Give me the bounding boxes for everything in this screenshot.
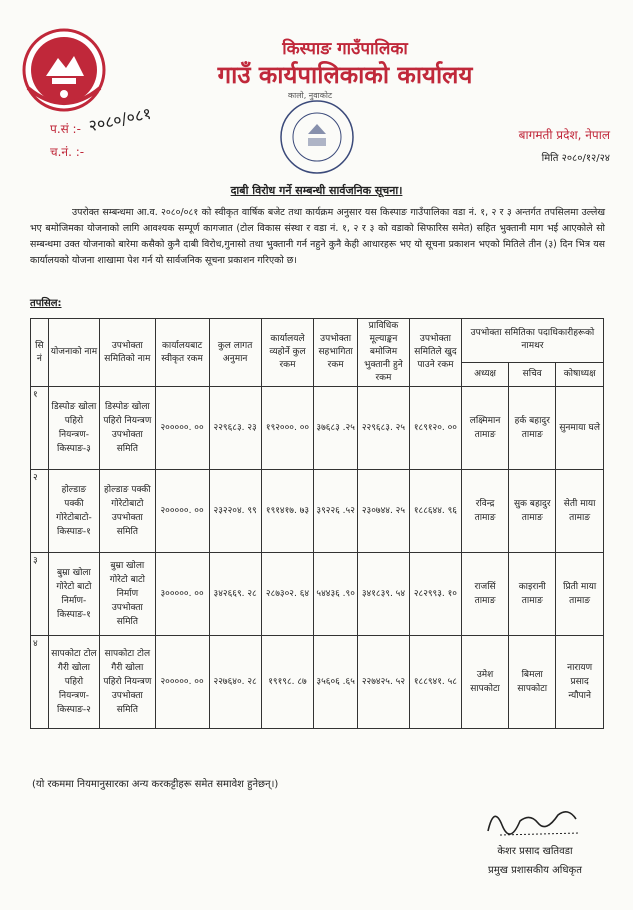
col-header-approved: कार्यालयबाट स्वीकृत रकम — [155, 319, 209, 387]
cell-name: डिस्पोङ खोला पहिरो नियन्त्रण- किस्पाङ-३ — [48, 387, 100, 470]
col-header-treasurer: कोषाध्यक्ष — [556, 362, 604, 386]
signature-mark — [480, 795, 590, 843]
cell-treasurer: सेती माया तामाङ — [556, 470, 604, 553]
cell-sn: ३ — [31, 553, 49, 636]
cell-contribution: ३९२२६ .५२ — [314, 470, 358, 553]
cell-treasurer: नारायण प्रसाद न्यौपाने — [556, 636, 604, 729]
office-name: गाउँ कार्यपालिकाको कार्यालय — [217, 61, 473, 89]
cell-approved: ३०००००. ०० — [155, 553, 209, 636]
cell-treasurer: सुनमाया घले — [556, 387, 604, 470]
cell-name: सापकोटा टोल गैरी खोला पहिरो नियन्त्रण- किस्पाङ-२ — [48, 636, 100, 729]
cell-evaluation: ३४१८३९. ५४ — [357, 553, 409, 636]
col-header-net: उपभोक्ता समितिले खुद पाउने रकम — [409, 319, 461, 387]
cell-office-amount: १९१४१७. ७३ — [261, 470, 314, 553]
cell-sn: २ — [31, 470, 49, 553]
col-header-sn: सि नं — [31, 319, 49, 387]
cell-office-amount: १९१९८. ८७ — [261, 636, 314, 729]
cell-estimate: २२९६८३. २३ — [209, 387, 261, 470]
cell-committee: होल्डाङ पक्की गोरेटोबाटो उपभोक्ता समिति — [100, 470, 155, 553]
cell-contribution: ३७६८३ .२५ — [314, 387, 358, 470]
cell-approved: २०००००. ०० — [155, 470, 209, 553]
cell-net: १८८६४४. ९६ — [409, 470, 461, 553]
cell-estimate: २२७६४०. २८ — [209, 636, 261, 729]
table-row — [31, 470, 604, 553]
ref-number-value: २०८०/०८१ — [86, 103, 154, 136]
cell-chair: उमेश सापकोटा — [461, 636, 508, 729]
col-header-name: योजनाको नाम — [48, 319, 100, 387]
nepal-emblem-logo — [22, 28, 106, 112]
col-header-committee: उपभोक्ता समितिको नाम — [100, 319, 155, 387]
cell-evaluation: २२७४२५. ५२ — [357, 636, 409, 729]
col-header-evaluation: प्राविधिक मूल्याङ्कन बमोजिम भुक्तानी हुने रकम — [357, 319, 409, 387]
cell-approved: २०००००. ०० — [155, 387, 209, 470]
cell-contribution: ३५६०६ .६५ — [314, 636, 358, 729]
projects-table — [30, 318, 604, 729]
cell-secretary: हर्क बहादुर तामाङ — [509, 387, 556, 470]
cell-chair: रविन्द्र तामाङ — [461, 470, 508, 553]
cell-net: २८२९९३. १० — [409, 553, 461, 636]
cell-evaluation: २२९६८३. २५ — [357, 387, 409, 470]
signatory-title: प्रमुख प्रशासकीय अधिकृत — [488, 865, 582, 876]
cell-chair: लक्ष्मिमान तामाङ — [461, 387, 508, 470]
cell-secretary: सुक बहादुर तामाङ — [509, 470, 556, 553]
office-address: कालो, नुवाकोट — [287, 91, 332, 100]
table-row — [31, 636, 604, 729]
col-header-estimate: कुल लागत अनुमान — [209, 319, 261, 387]
cell-treasurer: प्रिती माया तामाङ — [556, 553, 604, 636]
ref-number-label: प.सं :- — [50, 122, 81, 136]
cell-sn: १ — [31, 387, 49, 470]
table-row — [31, 553, 604, 636]
notice-body: उपरोक्त सम्बन्धमा आ.व. २०८०/०८१ को स्वीकृत वार्षिक बजेट तथा कार्यक्रम अनुसार यस किस्पाङ गाउँपालिका वडा नं. १, २ र ३ अन्तर्गत तपसिलमा उल्लेख भए बमोजिमका योजनाको लागि आवश्यक सम्पूर्ण कागजात (टोल विकास संस्था र वडा नं. १, २ र ३ को वडाको सिफारिस समेत) सहित भुक्तानी माग भई आएकोले सो सम्बन्धमा उक्त योजनाको बारेमा कसैको कुनै दाबी विरोध,गुनासो तथा भुक्तानी गर्न नहुने कुनै केही आधारहरू भए यो सूचना प्रकाशन भएको मितिले तीन (३) दिन भित्र यस कार्यालयको योजना शाखामा पेश गर्न यो सार्वजनिक सूचना प्रकाशन गरिएको छ। — [30, 207, 605, 266]
col-header-officials: उपभोक्ता समितिका पदाधिकारीहरूको नामथर — [461, 319, 603, 363]
cell-office-amount: १९२०००. ०० — [261, 387, 314, 470]
cell-secretary: काइरानी तामाङ — [509, 553, 556, 636]
cell-chair: राजसिं तामाङ — [461, 553, 508, 636]
cell-net: १८९१२०. ०० — [409, 387, 461, 470]
table-row — [31, 387, 604, 470]
cell-approved: २०००००. ०० — [155, 636, 209, 729]
table-footnote: (यो रकममा नियमानुसारका अन्य करकट्टीहरू समेत समावेश हुनेछन्।) — [32, 779, 279, 790]
cell-committee: सापकोटा टोल गैरी खोला पहिरो नियन्त्रण उपभोक्ता समिति — [100, 636, 155, 729]
cell-secretary: बिमला सापकोटा — [509, 636, 556, 729]
office-seal-stamp — [278, 98, 356, 176]
cell-evaluation: २३०७४४. २५ — [357, 470, 409, 553]
cell-sn: ४ — [31, 636, 49, 729]
cell-estimate: ३४२६६९. २८ — [209, 553, 261, 636]
col-header-chair: अध्यक्ष — [461, 362, 508, 386]
col-header-office-amount: कार्यालयले व्यहोर्ने कुल रकम — [261, 319, 314, 387]
province-name: बागमती प्रदेश, नेपाल — [518, 128, 610, 142]
notice-subject: दाबी विरोध गर्ने सम्बन्धी सार्वजनिक सूचना। — [230, 184, 403, 197]
cell-net: १८८९४१. ५८ — [409, 636, 461, 729]
table-label: तपसिल: — [30, 298, 62, 309]
signatory-name: केशर प्रसाद खतिवडा — [497, 846, 573, 857]
cell-name: बुम्रा खोला गोरेटो बाटो निर्माण- किस्पाङ-१ — [48, 553, 100, 636]
cell-name: होल्डाङ पक्की गोरेटोबाटो- किस्पाङ-१ — [48, 470, 100, 553]
dispatch-number-label: च.नं. :- — [50, 145, 85, 159]
cell-office-amount: २८७३०२. ६४ — [261, 553, 314, 636]
cell-committee: बुम्रा खोला गोरेटो बाटो निर्माण उपभोक्ता समिति — [100, 553, 155, 636]
cell-contribution: ५४४३६ .९० — [314, 553, 358, 636]
col-header-contribution: उपभोक्ता सहभागिता रकम — [314, 319, 358, 387]
municipality-name: किस्पाङ गाउँपालिका — [282, 39, 408, 59]
col-header-secretary: सचिव — [509, 362, 556, 386]
cell-committee: डिस्पोङ खोला पहिरो नियन्त्रण उपभोक्ता समिति — [100, 387, 155, 470]
cell-estimate: २३२२०४. ९९ — [209, 470, 261, 553]
notice-date: मिति २०८०/१२/२४ — [541, 153, 610, 164]
